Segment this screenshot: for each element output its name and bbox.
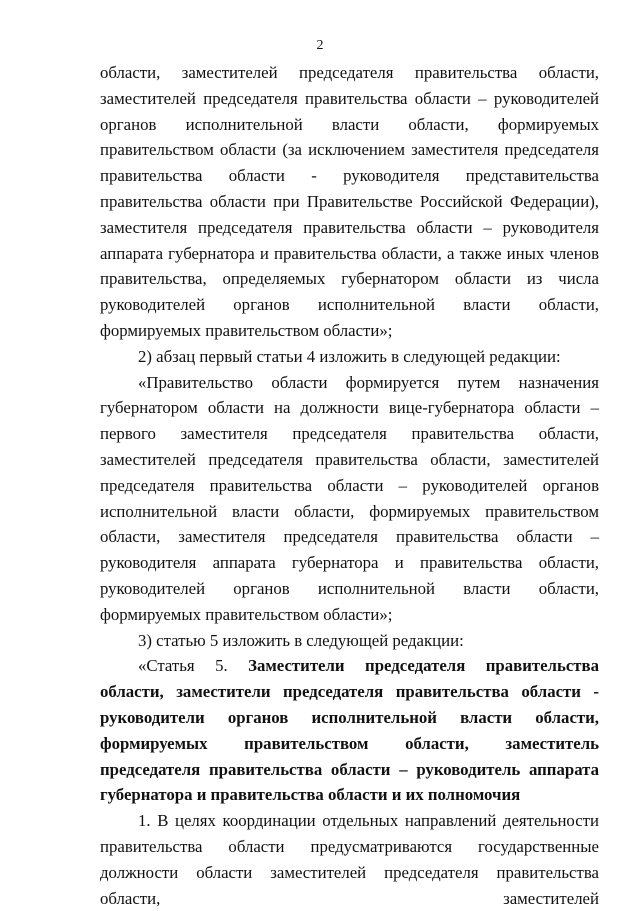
- paragraph-item-1: 1. В целях координации отдельных направлений деятельности правительства области предусматриваются государственные должности области заместителей председателя правительства области, заместителей: [100, 811, 599, 908]
- paragraph-item-3: 3) статью 5 изложить в следующей редакции:: [138, 630, 464, 650]
- paragraph-continuation: области, заместителей председателя правительства области, заместителей председателя правительства области – руководителей органов исполнительной власти области, формируемых правительством области (за исключением заместителя председателя правительства области - руководителя представительства правительства области при Правительстве Российской Федерации), заместителя председателя правительства области – руководителя аппарата губернатора и правительства области, а также иных членов правительства, определяемых губернатором области из числа руководителей органов исполнительной власти области, формируемых правительством области»;: [100, 63, 599, 340]
- paragraph-item-2: 2) абзац первый статьи 4 изложить в следующей редакции:: [138, 346, 561, 366]
- article-5-title: Заместители председателя правительства области, заместители председателя правительства области - руководители органов исполнительной власти области, формируемых правительством области, заместитель председателя правительства области – руководитель аппарата губернатора и правительства области и их полномочия: [100, 656, 599, 805]
- document-body: [100, 60, 599, 911]
- article-5-label: «Статья 5.: [138, 656, 249, 676]
- paragraph-quote-article-4: «Правительство области формируется путем назначения губернатором области на должности вице-губернатора области – первого заместителя председателя правительства области, заместителей председателя правительства области, заместителей председателя правительства области – руководителей органов исполнительной власти области, формируемых правительством области, заместителя председателя правительства области – руководителя аппарата губернатора и правительства области, руководителей органов исполнительной власти области, формируемых правительством области»;: [100, 372, 599, 624]
- page-number: 2: [316, 38, 324, 53]
- article-5-heading-paragraph: [100, 653, 599, 808]
